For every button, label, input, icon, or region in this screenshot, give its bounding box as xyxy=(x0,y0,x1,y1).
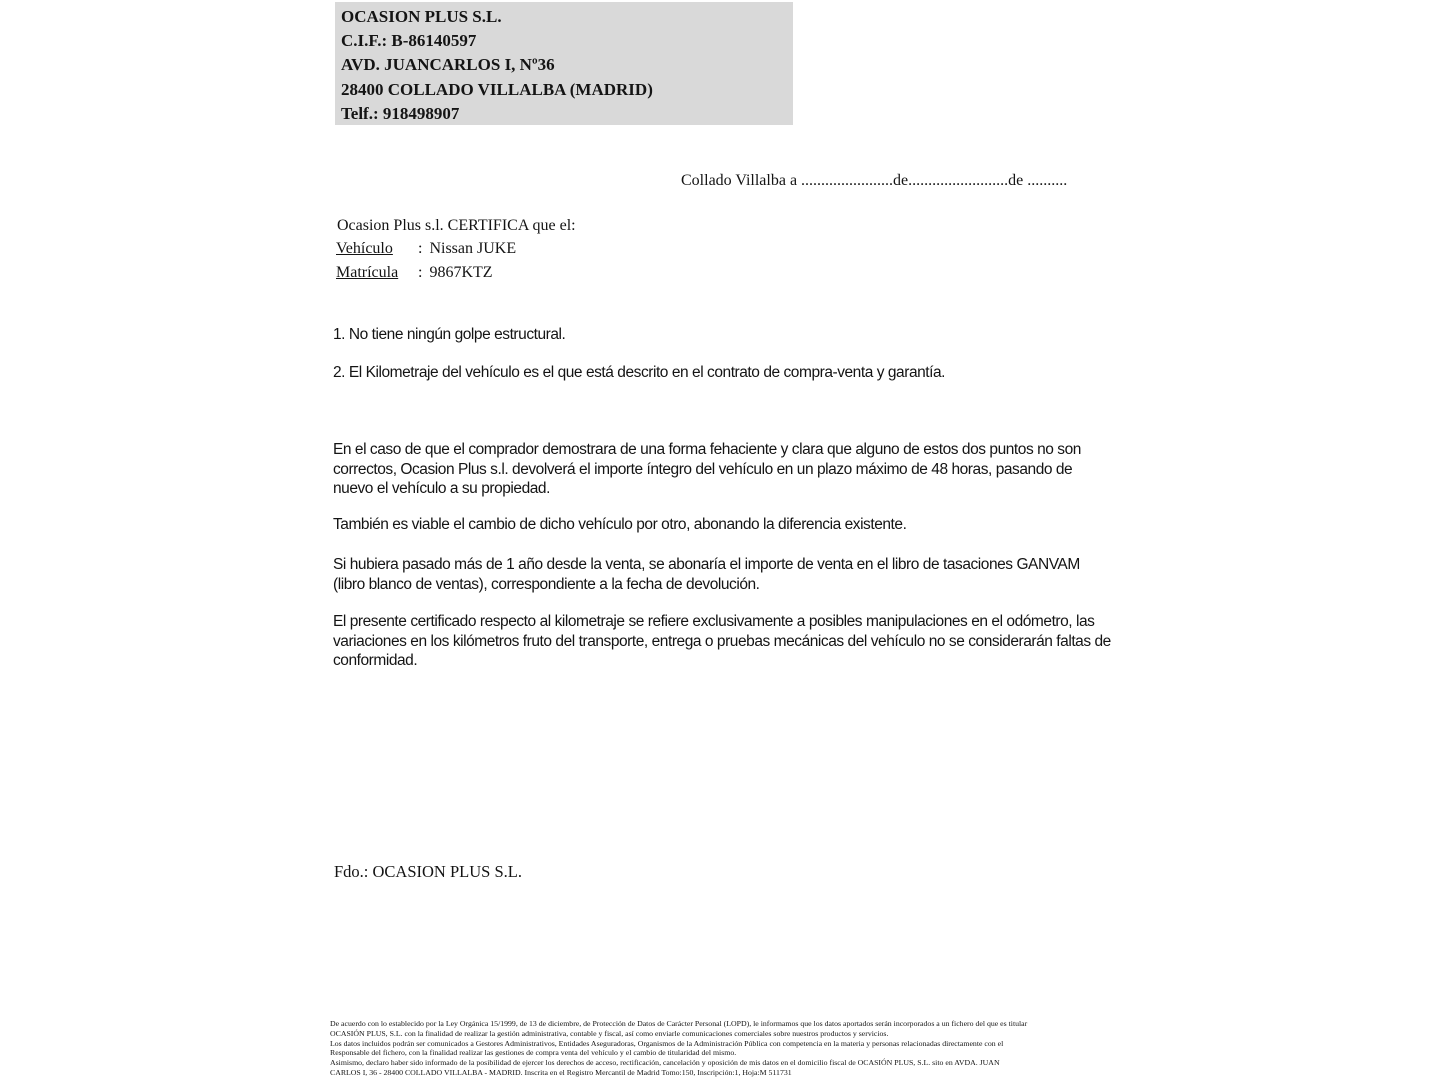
company-name: OCASION PLUS S.L. xyxy=(341,7,502,26)
plate-field xyxy=(336,264,493,282)
company-address: AVD. JUANCARLOS I, Nº36 xyxy=(341,55,555,75)
paragraph-refund-terms: En el caso de que el comprador demostrara de una forma fehaciente y clara que alguno de estos dos puntos no son correctos, Ocasion Plus s.l. devolverá el importe íntegro del vehículo en un plazo máximo de 48 horas, pasando de nuevo el vehículo a su propiedad. xyxy=(333,441,1081,498)
certified-point-1: 1. No tiene ningún golpe estructural. xyxy=(333,326,566,343)
plate-separator: : xyxy=(418,263,423,281)
legal-line: Responsable del fichero, con la finalidad realizar las gestiones de compra venta del vehículo y el cambio de titularidad del mismo. xyxy=(330,1048,737,1058)
date-line: Collado Villalba a .......................de.........................de .......... xyxy=(681,172,1068,189)
legal-line: De acuerdo con lo establecido por la Ley Orgánica 15/1999, de 13 de diciembre, de Protección de Datos de Carácter Personal (LOPD), le informamos que los datos aportados serán incorporados a un fichero del que es titular xyxy=(330,1019,1028,1028)
plate-value: 9867KTZ xyxy=(429,263,493,281)
company-header-box xyxy=(335,2,793,125)
company-cif: C.I.F.: B-86140597 xyxy=(341,31,477,51)
legal-footer xyxy=(330,1019,1027,1078)
legal-line: Asimismo, declaro haber sido informado de la posibilidad de ejercer los derechos de acceso, rectificación, cancelación y oposición de mis datos en el domicilio fiscal de OCASIÓN PLUS, S.L. sito en AVDA. JUAN xyxy=(330,1058,1000,1068)
company-city: 28400 COLLADO VILLALBA (MADRID) xyxy=(341,79,653,99)
company-phone: Telf.: 918498907 xyxy=(341,103,460,123)
vehicle-value: Nissan JUKE xyxy=(429,240,517,257)
vehicle-label: Vehículo xyxy=(336,240,393,257)
plate-label: Matrícula xyxy=(336,263,399,281)
signature-line: Fdo.: OCASION PLUS S.L. xyxy=(334,862,522,881)
vehicle-separator: : xyxy=(418,240,423,257)
paragraph-exchange-option: También es viable el cambio de dicho vehículo por otro, abonando la diferencia existente. xyxy=(333,516,907,533)
plate-label-box xyxy=(336,264,418,282)
legal-line: Los datos incluidos podrán ser comunicados a Gestores Administrativos, Entidades Aseguradoras, Organismos de la Administración Pública con competencia en la materia y personas relacionadas directamente con el xyxy=(330,1038,1004,1048)
vehicle-label-box xyxy=(336,240,418,258)
legal-line: OCASIÓN PLUS, S.L. con la finalidad de realizar la gestión administrativa, contable y fiscal, así como enviarle comunicaciones comerciales sobre nuestros productos y servicios. xyxy=(330,1028,889,1038)
paragraph-odometer-disclaimer: El presente certificado respecto al kilometraje se refiere exclusivamente a posibles manipulaciones en el odómetro, las variaciones en los kilómetros fruto del transporte, entrega o pruebas mecánicas del vehículo no se considerarán faltas de conformidad. xyxy=(333,613,1111,670)
legal-line: CARLOS I, 36 - 28400 COLLADO VILLALBA - MADRID. Inscrita en el Registro Mercantil de Madrid Tomo:150, Inscripción:1, Hoja:M 511731 xyxy=(330,1067,792,1077)
vehicle-field xyxy=(336,240,516,258)
paragraph-ganvam-valuation: Si hubiera pasado más de 1 año desde la venta, se abonaría el importe de venta en el libro de tasaciones GANVAM (libro blanco de ventas), correspondiente a la fecha de devolución. xyxy=(333,556,1080,593)
certified-point-2: 2. El Kilometraje del vehículo es el que está descrito en el contrato de compra-venta y garantía. xyxy=(333,364,946,381)
certifies-line: Ocasion Plus s.l. CERTIFICA que el: xyxy=(337,217,576,234)
